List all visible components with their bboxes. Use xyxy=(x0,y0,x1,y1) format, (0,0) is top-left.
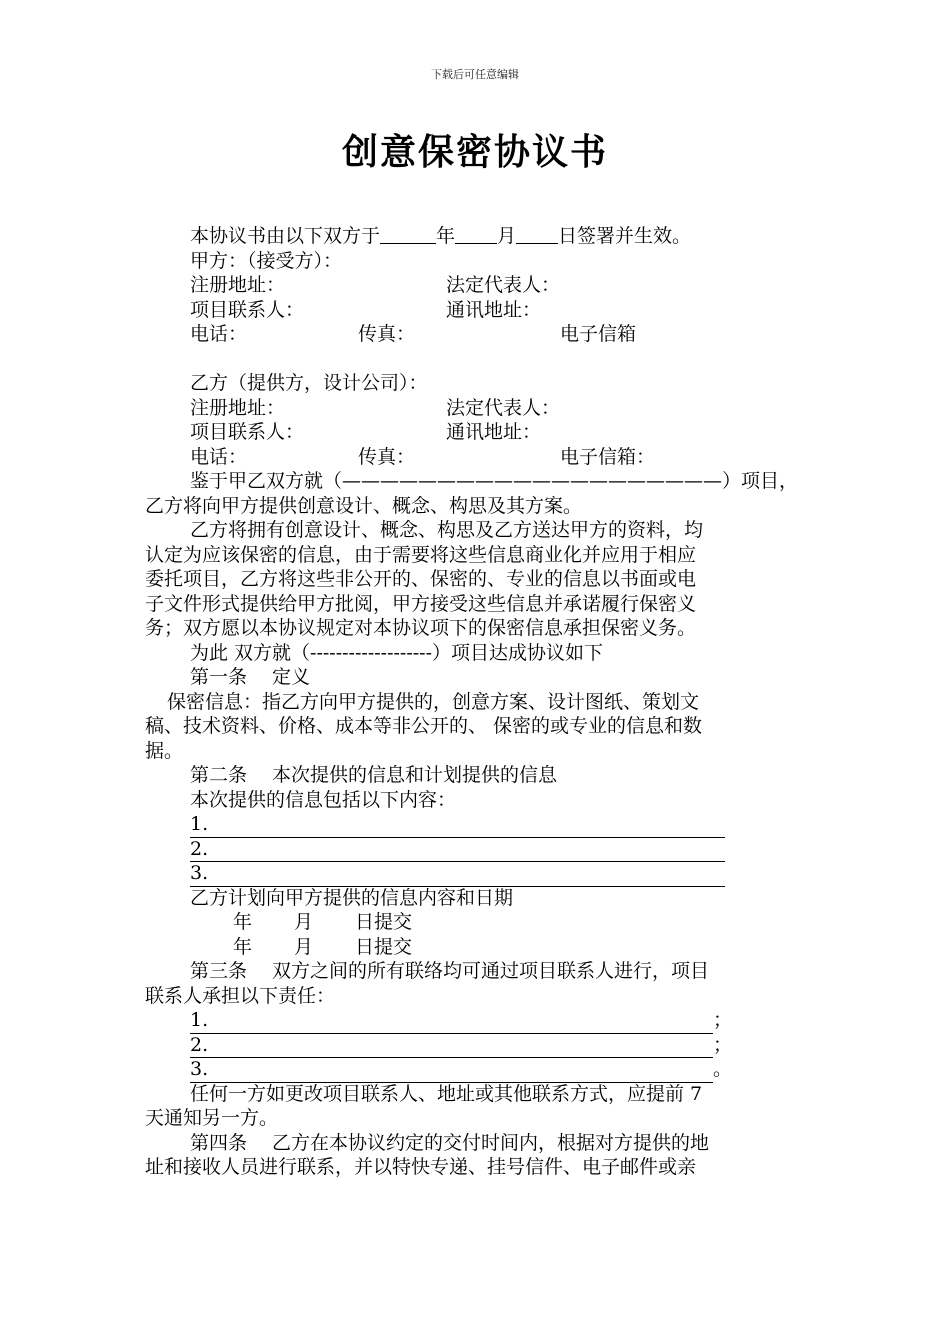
para2-line4: 子文件形式提供给甲方批阅，甲方接受这些信息并承诺履行保密义 xyxy=(145,592,697,615)
article2-title: 第二条 本次提供的信息和计划提供的信息 xyxy=(190,764,558,786)
party-b-row3: 电话： 传真： 电子信箱： xyxy=(190,445,656,468)
document-body xyxy=(145,224,805,1180)
change-line2: 天通知另一方。 xyxy=(145,1107,279,1129)
para2-line3: 委托项目，乙方将这些非公开的、保密的、专业的信息以书面或电 xyxy=(145,568,697,590)
party-b-row2: 项目联系人： 通讯地址： xyxy=(190,421,542,443)
document-title: 创意保密协议书 xyxy=(341,131,608,173)
para1-line2: 乙方将向甲方提供创意设计、概念、构思及其方案。 xyxy=(145,494,583,517)
para3-line: 为此 双方就（-------------------）项目达成协议如下 xyxy=(190,641,604,664)
article1-text-line3: 据。 xyxy=(145,739,184,762)
day-blank xyxy=(516,225,558,244)
plan-row-2: 年 月 日提交 xyxy=(233,935,413,958)
article3-line1: 第三条 双方之间的所有联络均可通过项目联系人进行，项目 xyxy=(190,960,710,982)
article3-item-2: 2. ； xyxy=(145,1033,805,1058)
para2-line1: 乙方将拥有创意设计、概念、构思及乙方送达甲方的资料，均 xyxy=(190,519,704,541)
header-note: 下载后可任意编辑 xyxy=(431,68,519,81)
article3-item-3: 3. 。 xyxy=(145,1057,805,1082)
year-blank xyxy=(380,225,436,244)
change-line1: 任何一方如更改项目联系人、地址或其他联系方式，应提前 7 xyxy=(190,1082,703,1105)
article1-text-line2: 稿、技术资料、价格、成本等非公开的、 保密的或专业的信息和数 xyxy=(145,715,703,737)
party-a-row3: 电话： 传真： 电子信箱 xyxy=(190,323,637,345)
article3-item-1: 1. ； xyxy=(145,1008,805,1033)
article2-intro: 本次提供的信息包括以下内容： xyxy=(190,788,457,811)
party-b-row1: 注册地址： 法定代表人： xyxy=(190,396,561,419)
party-b-heading: 乙方（提供方，设计公司）： xyxy=(190,372,428,394)
para1-line1: 鉴于甲乙双方就（————————————————————）项目， xyxy=(190,470,799,492)
article1-text-line1: 保密信息：指乙方向甲方提供的，创意方案、设计图纸、策划文 xyxy=(167,690,700,713)
article2-item-1: 1. xyxy=(145,812,805,837)
article3-line2: 联系人承担以下责任： xyxy=(145,984,336,1007)
intro-line: 本协议书由以下双方于 年 月 日签署并生效。 xyxy=(190,225,692,247)
party-a-heading: 甲方：（接受方）： xyxy=(190,249,343,272)
plan-row-1: 年 月 日提交 xyxy=(233,911,413,933)
article1-title: 第一条 定义 xyxy=(190,666,311,688)
month-blank xyxy=(455,225,497,244)
para2-line5: 务；双方愿以本协议规定对本协议项下的保密信息承担保密义务。 xyxy=(145,617,697,639)
para2-line2: 认定为应该保密的信息，由于需要将这些信息商业化并应用于相应 xyxy=(145,543,697,566)
spacer xyxy=(145,347,805,372)
party-a-row1: 注册地址： 法定代表人： xyxy=(190,274,561,296)
article2-item-2: 2. xyxy=(145,837,805,862)
article2-item-3: 3. xyxy=(145,861,805,886)
party-a-row2: 项目联系人： 通讯地址： xyxy=(190,298,542,321)
article4-line1: 第四条 乙方在本协议约定的交付时间内，根据对方提供的地 xyxy=(190,1131,710,1154)
plan-title: 乙方计划向甲方提供的信息内容和日期 xyxy=(190,886,514,909)
article4-line2: 址和接收人员进行联系，并以特快专递、挂号信件、电子邮件或亲 xyxy=(145,1156,697,1178)
